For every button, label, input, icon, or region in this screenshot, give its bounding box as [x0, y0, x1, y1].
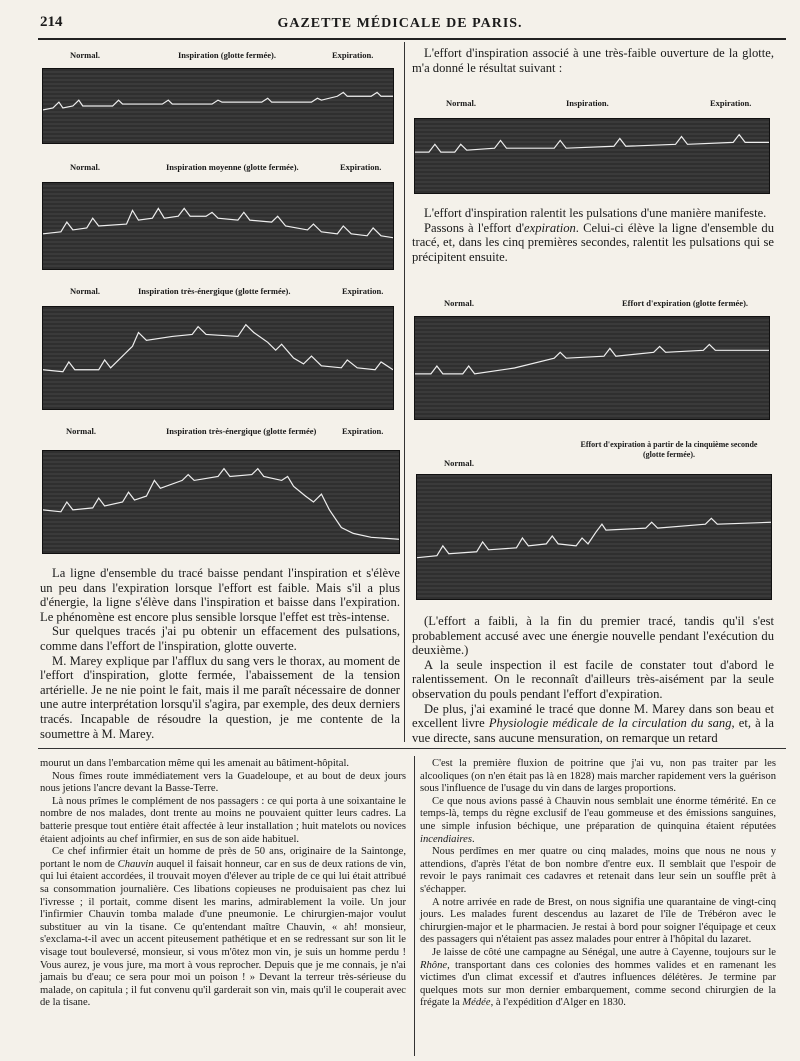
trace-label-normal: Normal. — [70, 162, 100, 172]
trace-inspiration-moyenne — [42, 162, 394, 270]
incendiaires-emphasis: incendiaires — [420, 833, 472, 845]
ship-name: Médée — [462, 997, 491, 1009]
bottom-column-divider — [414, 756, 415, 1056]
trace-right-inspiration — [414, 98, 770, 194]
text: auquel il faisait honneur, car en sus de deux rations de vin, qui lui étaient accordées, il trouvait moyen d'élever au triple de ce qui lui était attribué sa consommation journalière. Ces libations copieuses ne produisaient pas chez lui l'ivresse ; il portait, comme disent les marins, admirablement la voile. Un jour l'infirmier Chauvin tomba malade d'une pneumonie. Le chirurgien-major voulut substituer au vin la tisane. Ce qu'entendant maître Chauvin, « ah! monsieur, s'exclama-t-il avec un accent piteusement pathétique et en se redressant sur son lit le visage tout bouleversé, monsieur, si vous m'ôtez mon vin, je suis un homme perdu ! Vous aurez, je vous jure, ma mort à vous reprocher. Depuis que je me connais, je n'ai jamais bu d'eau; ce sera pour moi un poison ! » Devant la terreur très-sérieuse du malade, on capitula ; il fut convenu qu'il garderait son vin, mais qu'il le couperait avec de la tisane. — [40, 858, 406, 1009]
column-divider — [404, 42, 405, 742]
trace-label-end: Expiration. — [710, 98, 752, 108]
trace-label-end: Expiration. — [332, 50, 374, 60]
trace-label-end: Expiration. — [340, 162, 382, 172]
trace-plate — [42, 306, 394, 410]
trace-label-phase: Inspiration très-énergique (glotte fermée) — [166, 426, 317, 436]
pulse-curve — [43, 307, 393, 409]
trace-label-phase: Inspiration. — [566, 98, 609, 108]
text: , et, à la vue directe, sans aucune mensuration, on remarque un retard — [412, 716, 775, 745]
pulse-curve — [417, 475, 771, 599]
trace-label-normal: Normal. — [66, 426, 96, 436]
paragraph — [40, 846, 406, 1010]
trace-plate — [414, 316, 770, 420]
trace-label-normal: Normal. — [444, 458, 474, 468]
journal-title: GAZETTE MÉDICALE DE PARIS. — [277, 16, 523, 31]
paragraph: M. Marey explique par l'afflux du sang vers le thorax, au moment de l'effort d'inspiration, glotte fermée, l'abaissement de la tension artérielle. Je ne nie point le fait, mais il me paraît nécessaire de donner une autre interprétation lorsqu'il s'agira, par exemple, des deux derniers tracés. Incapable de résoudre la question, je me contente de la soumettre à M. Marey. — [40, 653, 400, 741]
pulse-curve — [43, 451, 399, 553]
trace-label-phase: Effort d'expiration à partir de la cinquième seconde — [580, 440, 758, 449]
paragraph: (L'effort a faibli, à la fin du premier tracé, tandis qu'il s'est probablement accusé avec une énergie nouvelle pendant l'exécution du deuxième.) — [412, 614, 774, 658]
paragraph — [412, 221, 774, 265]
trace-plate — [42, 68, 394, 144]
trace-label-normal: Normal. — [70, 286, 100, 296]
paragraph: A la seule inspection il est facile de constater tout d'abord le ralentissement. On le reconnaît d'ailleurs très-aisément par la seule observation du pouls pendant l'effort d'expiration. — [412, 657, 774, 701]
pulse-curve — [43, 69, 393, 143]
right-text-1 — [412, 206, 774, 264]
trace-label-phase: Inspiration très-énergique (glotte fermée). — [138, 286, 291, 296]
trace-label-normal: Normal. — [70, 50, 100, 60]
bottom-right-text — [420, 758, 776, 1010]
paragraph: Sur quelques tracés j'ai pu obtenir un effacement des pulsations, comme dans l'effort de l'inspiration, glotte ouverte. — [40, 624, 400, 653]
trace-label-normal: Normal. — [446, 98, 476, 108]
text: . — [471, 833, 475, 845]
book-title: Physiologie médicale de la circulation du sang — [488, 716, 732, 731]
bottom-left-text — [40, 758, 406, 1010]
text: , transportant dans ces colonies des hommes valides et en ramenant les victimes d'un climat excessif et d'autres influences délétères. Je termine par quelques mots sur mon dernier embarquement, comme second chirurgien de la frégate la — [420, 959, 776, 1009]
header-rule — [38, 38, 786, 40]
pulse-curve — [415, 317, 769, 419]
text: De plus, j'ai examiné le tracé que donne M. Marey dans son beau et excellent livre — [412, 701, 774, 731]
page-number: 214 — [40, 14, 63, 30]
trace-label-end: Expiration. — [342, 286, 384, 296]
paragraph — [420, 796, 776, 846]
paragraph: C'est la première fluxion de poitrine que j'ai vu, non pas traiter par les alcooliques (on n'en était pas là en 1828) mais marcher rapidement vers la guérison sous l'influence de l'usage du vin dans de larges proportions. — [420, 758, 776, 795]
trace-plate — [42, 182, 394, 270]
pulse-curve — [43, 183, 393, 269]
pulse-curve — [415, 119, 769, 193]
passons-text: Passons à l'effort d' — [424, 220, 525, 235]
trace-right-effort-expiration — [414, 298, 770, 420]
paragraph: L'effort d'inspiration ralentit les pulsations d'une manière manifeste. — [424, 206, 767, 220]
trace-label-phase: Inspiration (glotte fermée). — [178, 50, 276, 60]
trace-inspiration-tres-energique-1 — [42, 286, 394, 410]
trace-right-expiration-5s — [416, 440, 772, 600]
trace-caption — [566, 440, 772, 460]
trace-plate — [416, 474, 772, 600]
expiration-emphasis: expiration — [524, 220, 576, 235]
name-emphasis: Chauvin — [117, 858, 154, 870]
paragraph — [420, 947, 776, 1010]
passons-text: . Celui-ci élève la ligne d'ensemble du tracé, et, dans les cinq premières secondes, ralentit les pulsations qui se précipitent ensuite. — [412, 220, 774, 264]
paragraph: La ligne d'ensemble du tracé baisse pendant l'inspiration et s'élève un peu dans l'expiration lorsque l'effort est faible. Mais s'il a plus d'énergie, la ligne s'élève dans l'inspiration et baisse dans l'expiration. Le phénomène est encore plus sensible lorsque l'effet est très-intense. — [40, 566, 400, 624]
left-text — [40, 566, 400, 741]
trace-label-phase: Inspiration moyenne (glotte fermée). — [166, 162, 299, 172]
trace-plate — [414, 118, 770, 194]
paragraph: mourut un dans l'embarcation même qui les amenait au bâtiment-hôpital. — [40, 758, 350, 769]
right-text-2 — [412, 614, 774, 745]
text: , à l'expédition d'Alger en 1830. — [490, 997, 626, 1009]
text: Ce que nous avions passé à Chauvin nous semblait une énorme témérité. En ce temps-là, temps du règne exclusif de l'eau gommeuse et des émissions sanguines, une simple infusion béchique, une préparation de quinquina étaient réputées — [420, 795, 776, 832]
trace-inspiration — [42, 50, 394, 144]
paragraph: L'effort d'inspiration associé à une très-faible ouverture de la glotte, m'a donné le résultat suivant : — [412, 46, 774, 75]
paragraph: Nous perdîmes en mer quatre ou cinq malades, moins que nous ne nous y attendions, d'après l'état de bon nombre d'entre eux. Il semblait que l'espoir de revoir le pays ranimait ces cadavres et retenait dans leur sein un souffle prêt à s'échapper. — [420, 846, 776, 895]
ship-name: Rhône — [420, 959, 448, 971]
trace-label-end: Expiration. — [342, 426, 384, 436]
trace-label-phase-2: (glotte fermée). — [643, 450, 695, 459]
text: Je laisse de côté une campagne au Sénégal, une autre à Cayenne, toujours sur le — [432, 946, 776, 958]
paragraph — [412, 702, 774, 746]
paragraph: A notre arrivée en rade de Brest, on nous signifia une quarantaine de vingt-cinq jours. Les malades furent descendus au lazaret de l'île de Trébéron avec le chirurgien-major et le pharmacien. Je restai à bord pour soigner l'équipage et ceux des passagers qui n'étaient pas assez malades pour entrer à l'hôpital du lazaret. — [420, 896, 776, 946]
paragraph: Nous fîmes route immédiatement vers la Guadeloupe, et au bout de deux jours nous jetions l'ancre devant la Basse-Terre. — [40, 770, 406, 795]
right-intro — [412, 46, 774, 75]
trace-inspiration-tres-energique-2 — [42, 426, 400, 554]
text: Ce chef infirmier était un homme de près de 50 ans, originaire de la Saintonge, portant le nom de — [40, 846, 406, 870]
trace-label-normal: Normal. — [444, 298, 474, 308]
paragraph: Là nous prîmes le complément de nos passagers : ce qui porta à une soixantaine le nombre de nos malades, dont trente au moins ne pouvaient quitter leurs cadres. La batterie presque tout entière était affectée à leur installation ; huit matelots ou novices étaient adjoints au chef infirmier, en sus de son aide habituel. — [40, 795, 406, 845]
trace-label-phase: Effort d'expiration (glotte fermée). — [622, 298, 749, 308]
trace-plate — [42, 450, 400, 554]
section-divider — [38, 748, 786, 749]
